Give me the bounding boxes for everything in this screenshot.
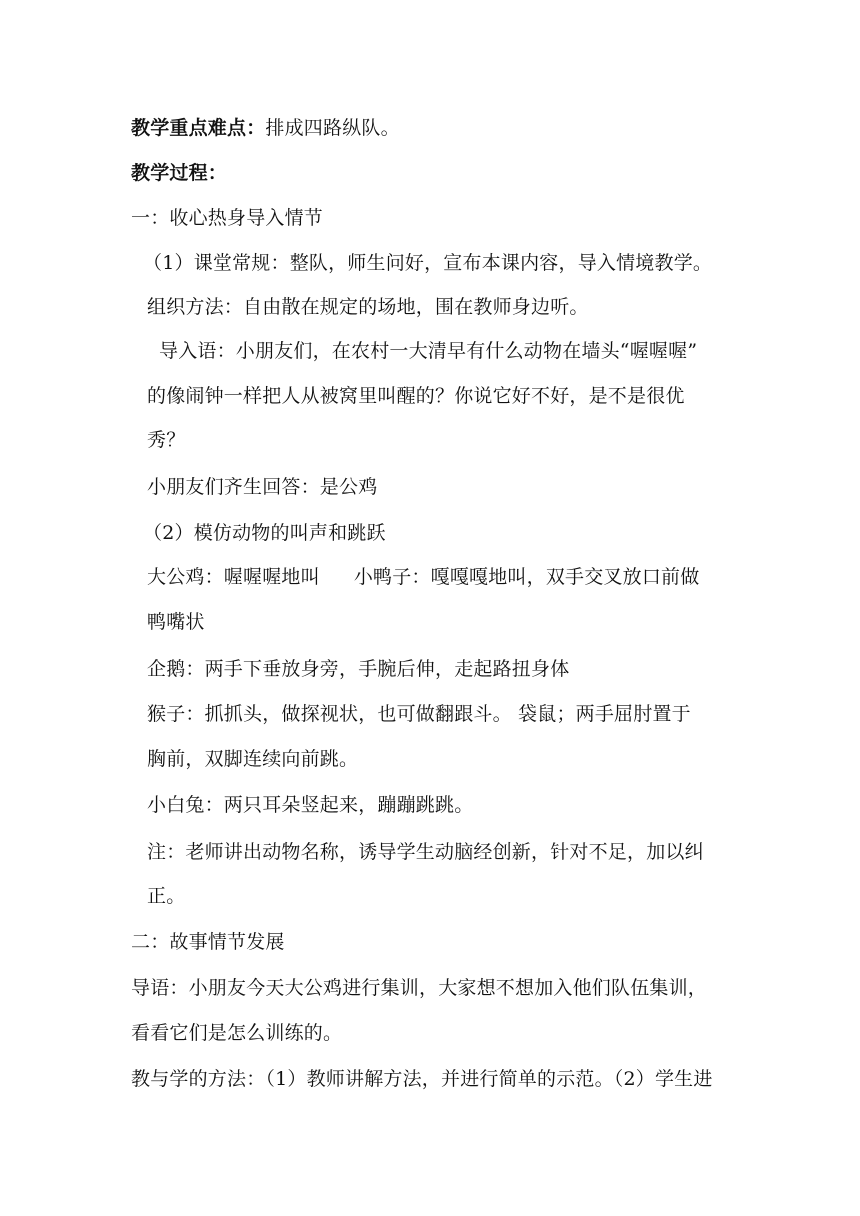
duck-line-2: 鸭嘴状 [147,611,205,633]
intro-line-3: 秀？ [147,429,186,451]
intro-line-1: 导入语：小朋友们，在农村一大清早有什么动物在墙头“喔喔喔” [159,340,698,362]
note-line-1: 注：老师讲出动物名称，诱导学生动脑经创新，针对不足，加以纠 [147,841,704,863]
key-points-line [131,116,400,140]
guide-line-2: 看看它们是怎么训练的。 [131,1022,343,1044]
section1-title: 一：收心热身导入情节 [131,207,324,229]
key-points-label: 教学重点难点： [131,117,266,139]
organize-method: 组织方法：自由散在规定的场地，围在教师身边听。 [147,296,589,318]
monkey-line-2: 胸前，双脚连续向前跳。 [147,748,359,770]
penguin-line: 企鹅：两手下垂放身旁，手腕后伸，走起路扭身体 [147,658,570,680]
note-line-2: 正。 [147,885,186,907]
key-points-text: 排成四路纵队。 [265,117,400,139]
monkey-line-1: 猴子：抓抓头，做探视状，也可做翻跟斗。 袋鼠；两手屈肘置于 [147,703,691,725]
rooster-text: 大公鸡：喔喔喔地叫 [147,566,320,588]
rabbit-line: 小白兔：两只耳朵竖起来，蹦蹦跳跳。 [147,794,474,816]
duck-text: 小鸭子：嘎嘎嘎地叫，双手交叉放口前做 [353,566,700,588]
section1-item1: （1）课堂常规：整队，师生问好，宣布本课内容，导入情境教学。 [143,252,713,274]
intro-line-2: 的像闹钟一样把人从被窝里叫醒的？你说它好不好，是不是很优 [147,385,685,407]
answer-line: 小朋友们齐生回答：是公鸡 [147,476,378,498]
section2-title: 二：故事情节发展 [131,931,285,953]
method-line-1: 教与学的方法：（1）教师讲解方法，并进行简单的示范。（2）学生进 [131,1068,713,1090]
section1-item2: （2）模仿动物的叫声和跳跃 [143,522,386,544]
rooster-duck-line [147,565,699,589]
guide-line-1: 导语：小朋友今天大公鸡进行集训，大家想不想加入他们队伍集训， [131,977,708,999]
process-heading: 教学过程： [131,162,228,184]
